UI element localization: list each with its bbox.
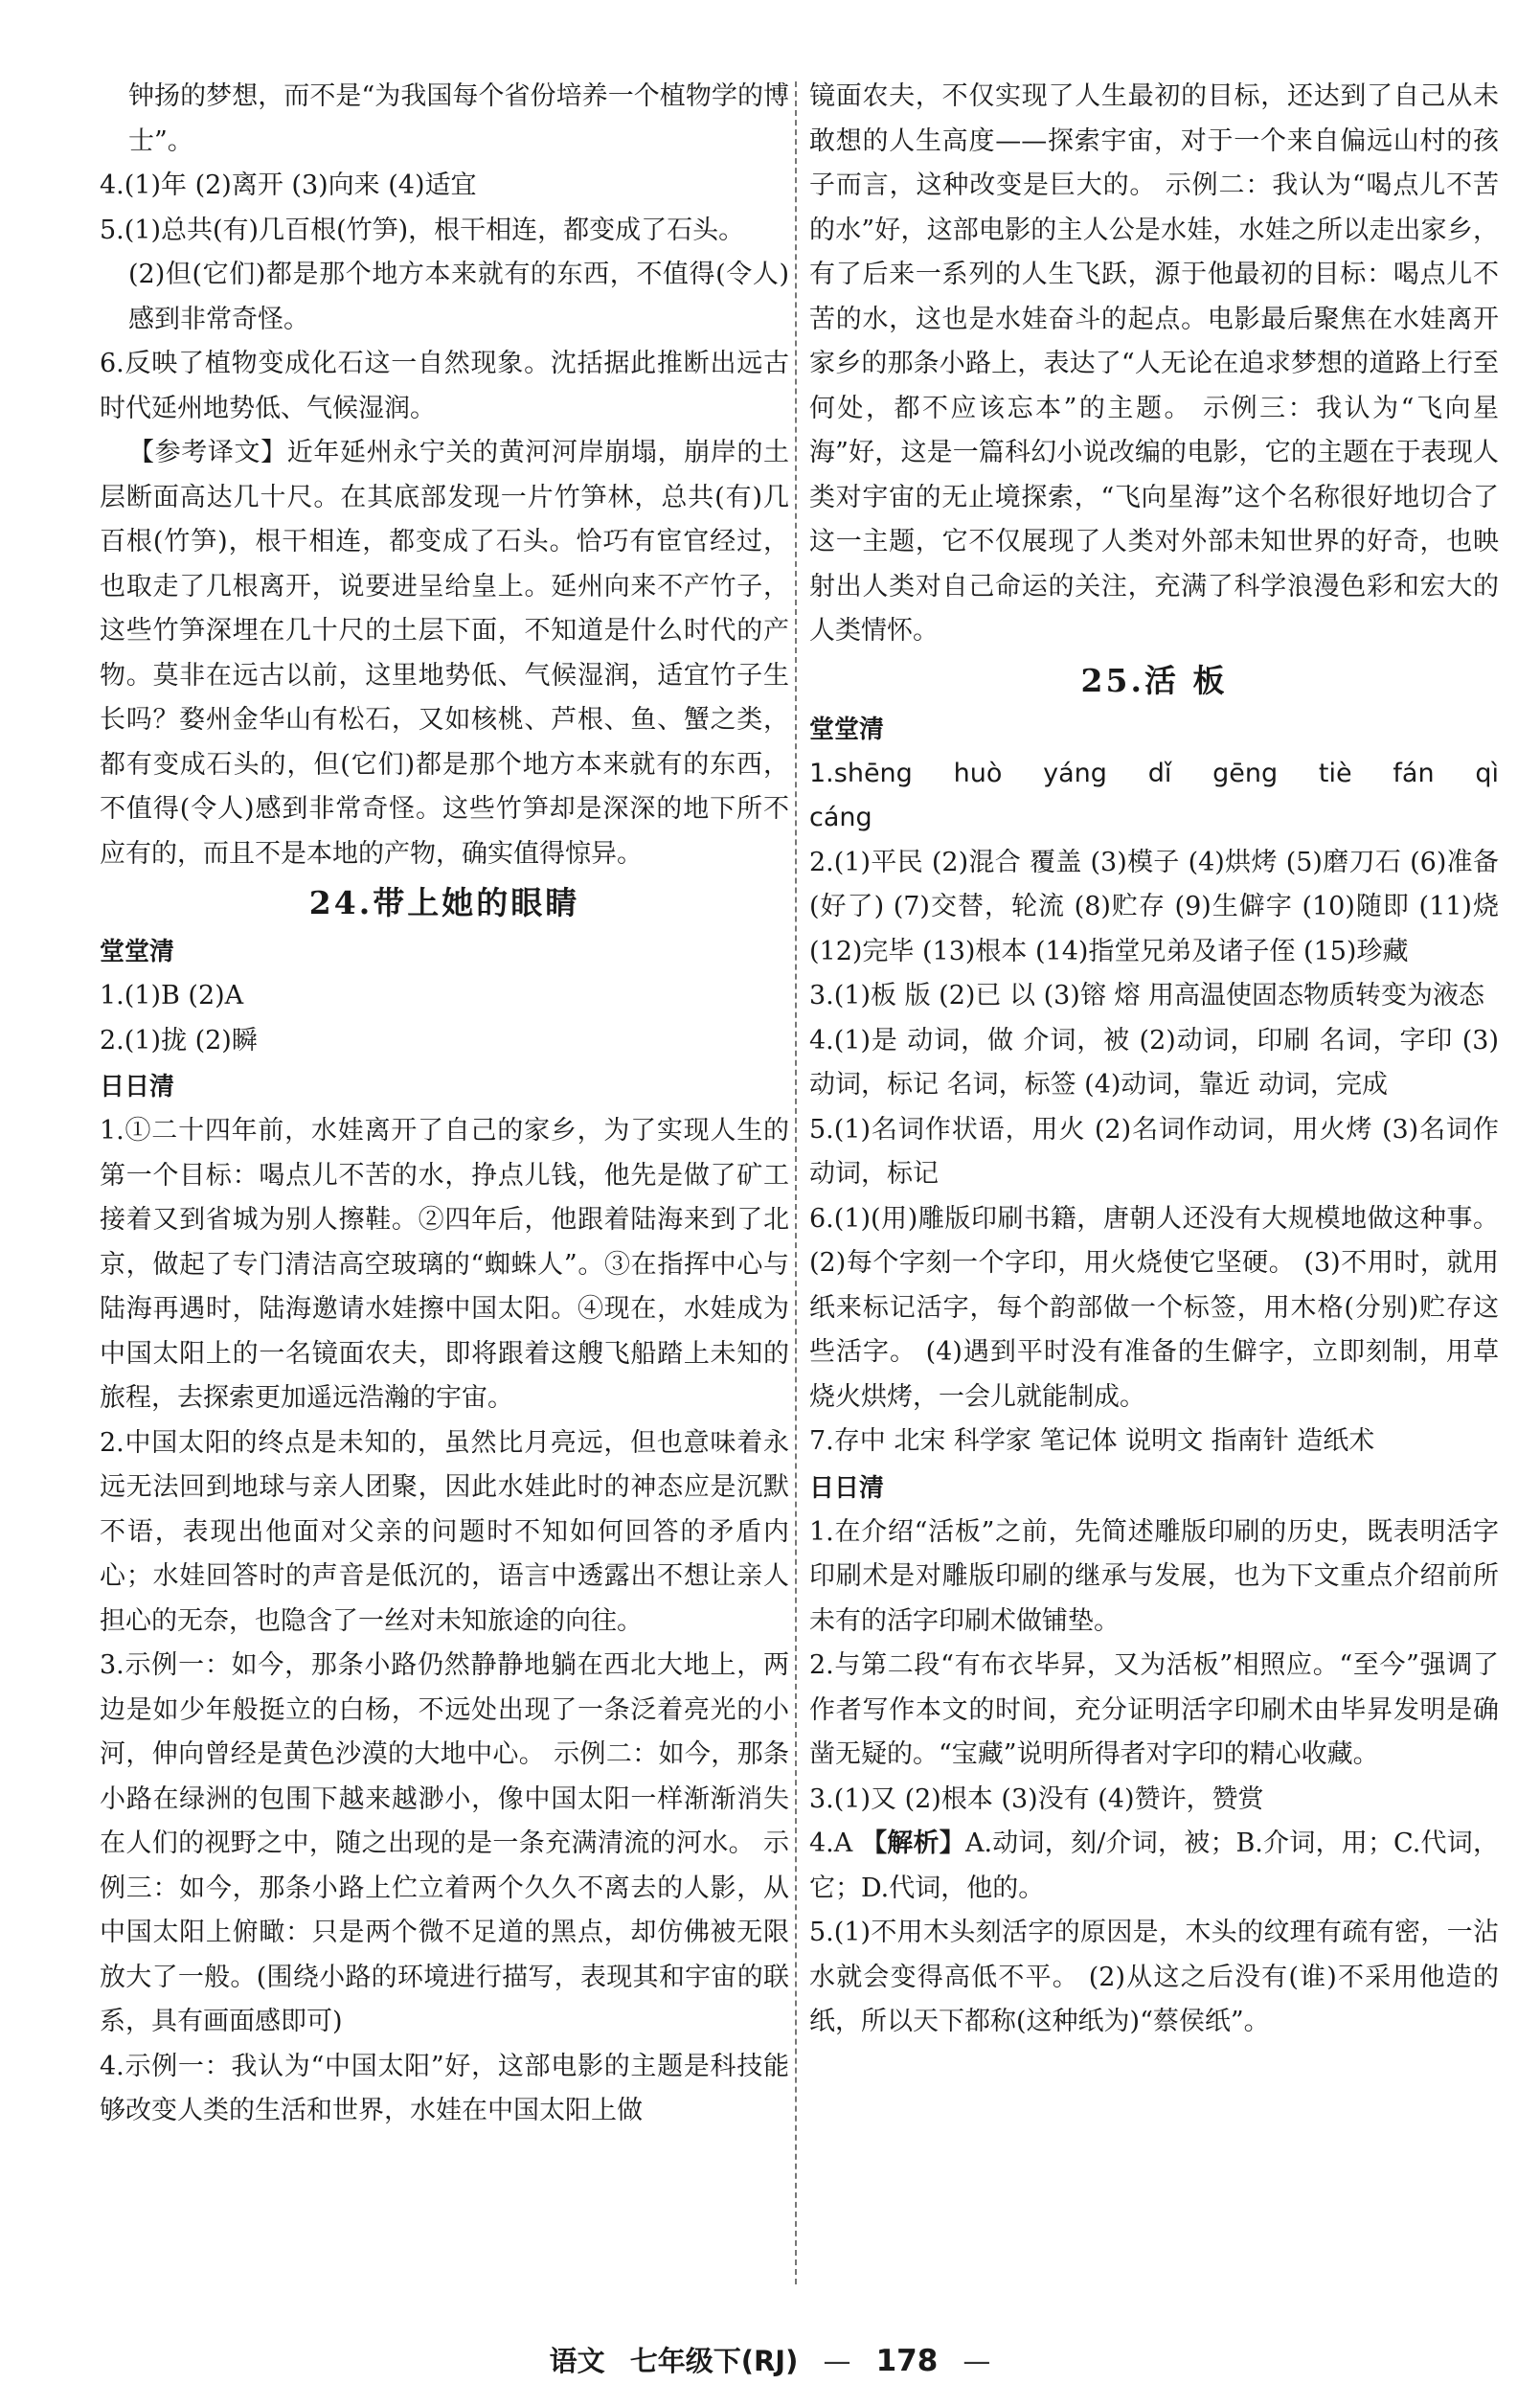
answer-text <box>809 1822 1499 1911</box>
footer-dash: — <box>962 2345 991 2377</box>
answer-text: 5.(1)不用木头刻活字的原因是，木头的纹理有疏有密，一沾水就会变得高低不平。 (2)从这之后没有(谁)不采用他造的纸，所以天下都称(这种纸为)“蔡侯纸”。 <box>809 1918 1499 2036</box>
grade-label: 七年级下(RJ) <box>629 2345 799 2377</box>
answer-text: 5.(1)名词作状语，用火 (2)名词作动词，用火烤 (3)名词作动词，标记 <box>809 1114 1499 1189</box>
answer-text: 1.shēng huò yáng dǐ gēng tiè fán qì cáng <box>809 758 1499 832</box>
subsection-heading: 堂堂清 <box>809 715 885 744</box>
reference-translation: 【参考译文】近年延州永宁关的黄河河岸崩塌，崩岸的土层断面高达几十尺。在其底部发现一片竹笋林，总共(有)几百根(竹笋)，根干相连，都变成了石头。恰巧有宦官经过，也取走了几根离开，说要进呈给皇上。延州向来不产竹子，这些竹笋深埋在几十尺的土层下面，不知道是什么时代的产物。莫非在远古以前，这里地势低、气候湿润，适宜竹子生长吗？婺州金华山有松石，又如核桃、芦根、鱼、蟹之类，都有变成石头的，但(它们)都是那个地方本来就有的东西，不值得(令人)感到非常奇怪。这些竹笋却是深深的地下所不应有的，而且不是本地的产物，确实值得惊异。 <box>100 438 789 869</box>
answer-text: 5.(1)总共(有)几百根(竹笋)，根干相连，都变成了石头。 <box>100 215 745 245</box>
subsection-heading: 堂堂清 <box>100 938 175 966</box>
section-title: 24.带上她的眼睛 <box>308 884 580 921</box>
answer-text: 镜面农夫，不仅实现了人生最初的目标，还达到了自己从未敢想的人生高度——探索宇宙，对于一个来自偏远山村的孩子而言，这种改变是巨大的。 示例二：我认为“喝点儿不苦的水”好，这部电影的主人公是水娃，水娃之所以走出家乡，有了后来一系列的人生飞跃，源于他最初的目标：喝点儿不苦的水，这也是水娃奋斗的起点。电影最后聚焦在水娃离开家乡的那条小路上，表达了“人无论在追求梦想的道路上行至何处，都不应该忘本”的主题。 示例三：我认为“飞向星海”好，这是一篇科幻小说改编的电影，它的主题在于表现人类对宇宙的无止境探索，“飞向星海”这个名称很好地切合了这一主题，它不仅展现了人类对外部未知世界的好奇，也映射出人类对自己命运的关注，充满了科学浪漫色彩和宏大的人类情怀。 <box>809 81 1499 646</box>
answer-text: 2.中国太阳的终点是未知的，虽然比月亮远，但也意味着永远无法回到地球与亲人团聚，因此水娃此时的神态应是沉默不语，表现出他面对父亲的问题时不知如何回答的矛盾内心；水娃回答时的声音是低沉的，语言中透露出不想让亲人担心的无奈，也隐含了一丝对未知旅途的向往。 <box>100 1427 789 1636</box>
subsection-heading: 日日清 <box>100 1073 175 1101</box>
answer-text: 2.(1)平民 (2)混合 覆盖 (3)模子 (4)烘烤 (5)磨刀石 (6)准备(好了) (7)交替，轮流 (8)贮存 (9)生僻字 (10)随即 (11)烧 (12)完毕 (13)根本 (14)指堂兄弟及诸子侄 (15)珍藏 <box>809 847 1499 966</box>
answer-text: 3.(1)板 版 (2)已 以 (3)镕 熔 用高温使固态物质转变为液态 <box>809 981 1484 1010</box>
footer-dash: — <box>823 2345 851 2377</box>
answer-text: 3.示例一：如今，那条小路仍然静静地躺在西北大地上，两边是如少年般挺立的白杨，不远处出现了一条泛着亮光的小河，伸向曾经是黄色沙漠的大地中心。 示例二：如今，那条小路在绿洲的包围下越来越渺小，像中国太阳一样渐渐消失在人们的视野之中，随之出现的是一条充满清流的河水。 示例三：如今，那条小路上伫立着两个久久不离去的人影，从中国太阳上俯瞰：只是两个微不足道的黑点，却仿佛被无限放大了一般。(围绕小路的环境进行描写，表现其和宇宙的联系，具有画面感即可) <box>100 1650 789 2036</box>
right-column <box>809 75 1499 2045</box>
answer-choice: 4.A <box>809 1828 862 1858</box>
page-footer <box>0 2340 1540 2379</box>
left-column <box>100 75 789 2134</box>
column-divider <box>795 81 797 2284</box>
answer-text: 钟扬的梦想，而不是“为我国每个省份培养一个植物学的博士”。 <box>128 81 789 156</box>
analysis-text: A.动词，刻/介词，被；B.介词，用；C.代词，它；D.代词，他的。 <box>809 1828 1500 1903</box>
subsection-heading: 日日清 <box>809 1473 885 1503</box>
answer-text: 1.(1)B (2)A <box>100 981 244 1010</box>
answer-text: 6.(1)(用)雕版印刷书籍，唐朝人还没有大规模地做这种事。 (2)每个字刻一个字印，用火烧使它坚硬。 (3)不用时，就用纸来标记活字，每个韵部做一个标签，用木格(分别)贮存这些活字。 (4)遇到平时没有准备的生僻字，立即刻制，用草烧火烘烤，一会儿就能制成。 <box>809 1203 1499 1412</box>
answer-text: 4.(1)是 动词，做 介词，被 (2)动词，印刷 名词，字印 (3)动词，标记 名词，标签 (4)动词，靠近 动词，完成 <box>809 1025 1499 1100</box>
answer-text: 4.(1)年 (2)离开 (3)向来 (4)适宜 <box>100 170 477 200</box>
answer-text: 3.(1)又 (2)根本 (3)没有 (4)赞许，赞赏 <box>809 1783 1264 1814</box>
subject-label: 语文 <box>549 2345 605 2377</box>
answer-text: 2.与第二段“有布衣毕昇，又为活板”相照应。“至今”强调了作者写作本文的时间，充分证明活字印刷术由毕昇发明是确凿无疑的。“宝藏”说明所得者对字印的精心收藏。 <box>809 1650 1499 1769</box>
answer-text: (2)但(它们)都是那个地方本来就有的东西，不值得(令人)感到非常奇怪。 <box>128 260 789 334</box>
answer-text: 6.反映了植物变成化石这一自然现象。沈括据此推断出远古时代延州地势低、气候湿润。 <box>100 349 789 423</box>
answer-text: 1.①二十四年前，水娃离开了自己的家乡，为了实现人生的第一个目标：喝点儿不苦的水，挣点儿钱，他先是做了矿工接着又到省城为别人擦鞋。②四年后，他跟着陆海来到了北京，做起了专门清洁高空玻璃的“蜘蛛人”。③在指挥中心与陆海再遇时，陆海邀请水娃擦中国太阳。④现在，水娃成为中国太阳上的一名镜面农夫，即将跟着这艘飞船踏上未知的旅程，去探索更加遥远浩瀚的宇宙。 <box>100 1116 789 1413</box>
page-number: 178 <box>875 2344 939 2378</box>
answer-text: 4.示例一：我认为“中国太阳”好，这部电影的主题是科技能够改变人类的生活和世界，水娃在中国太阳上做 <box>100 2051 789 2125</box>
analysis-label: 【解析】 <box>861 1828 965 1858</box>
answer-text: 1.在介绍“活板”之前，先简述雕版印刷的历史，既表明活字印刷术是对雕版印刷的继承与发展，也为下文重点介绍前所未有的活字印刷术做铺垫。 <box>809 1516 1499 1636</box>
answer-text: 7.存中 北宋 科学家 笔记体 说明文 指南针 造纸术 <box>809 1426 1375 1456</box>
section-title: 25.活 板 <box>1080 661 1228 699</box>
answer-text: 2.(1)拢 (2)瞬 <box>100 1025 258 1056</box>
